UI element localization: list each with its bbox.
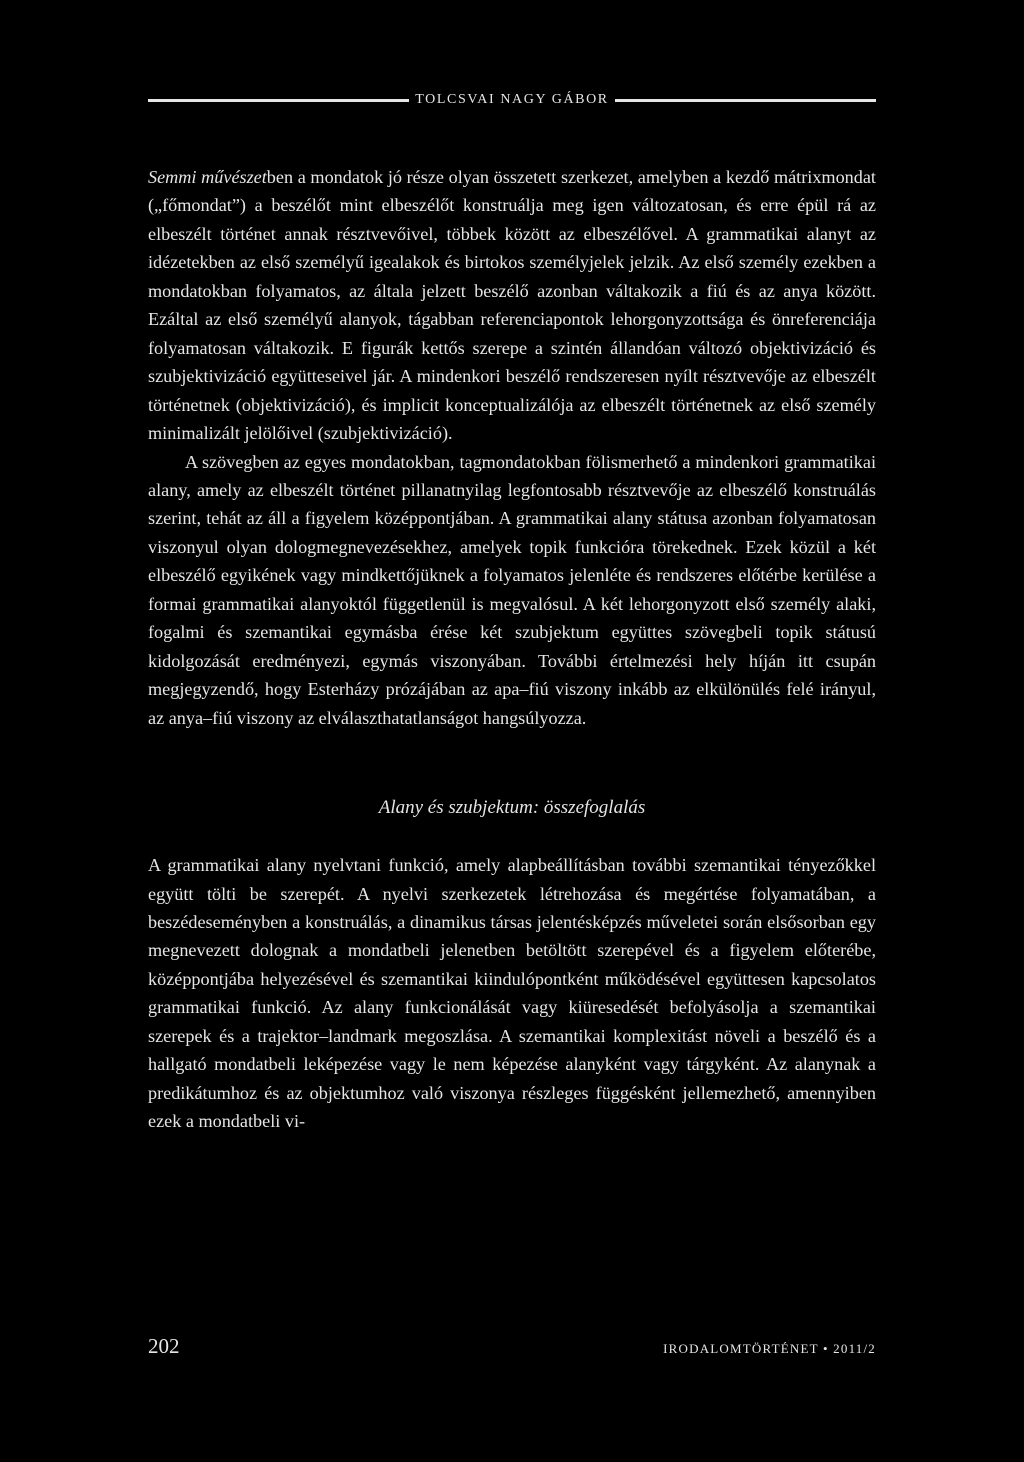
page-footer xyxy=(148,1334,876,1359)
page-number: 202 xyxy=(148,1334,180,1358)
section-paragraph: A grammatikai alany nyelvtani funkció, amely alapbeállításban további szemantikai tényezőkkel együtt tölti be szerepét. A nyelvi szerkezetek létrehozása és megértése folyamatában, a beszédeseményben a konstruálás, a dinamikus társas jelentésképzés műveletei során elsősorban egy megnevezett dolognak a mondatbeli jelenetben betöltött szerepével és a figyelem előterébe, középpontjába helyezésével és szemantikai kiindulópontként működésével együttesen kapcsolatos grammatikai funkció. Az alany funkcionálását vagy kiüresedését befolyásolja a szemantikai szerepek és a trajektor–landmark megoszlása. A szemantikai komplexitást növeli a beszélő és a hallgató mondatbeli leképezése vagy le nem képezése alanyként vagy tárgyként. Az alanynak a predikátumhoz és az objektumhoz való viszonya részleges függésként jellemezhető, amennyiben ezek a mondatbeli vi- xyxy=(148,855,876,1132)
running-head xyxy=(148,92,876,108)
work-title: Semmi művészet xyxy=(148,167,267,187)
paragraph-2: A szövegben az egyes mondatokban, tagmondatokban fölismerhető a mindenkori grammatikai alany, amely az elbeszélt történet pillanatnyilag legfontosabb résztvevője az elbeszélő konstruálás szerint, tehát az áll a figyelem középpontjában. A grammatikai alany státusa azonban folyamatosan viszonyul olyan dologmegnevezésekhez, amelyek topik funkcióra törekednek. Ezek közül a két elbeszélő egyikének vagy mindkettőjüknek a folyamatos jelenléte és rendszeres előtérbe kerülése a formai grammatikai alanyoktól függetlenül is megvalósul. A két lehorgonyzott első személy alaki, fogalmi és szemantikai egymásba érése két szubjektum együttes szövegbeli topik státusú kidolgozását eredményezi, egymás viszonyában. További értelmezési hely híján itt csupán megjegyzendő, hogy Esterházy prózájában az apa–fiú viszony inkább az elkülönülés felé irányul, az anya–fiú viszony az elválaszthatatlanságot hangsúlyozza. xyxy=(148,451,876,728)
journal-issue: IRODALOMTÖRTÉNET • 2011/2 xyxy=(663,1341,876,1356)
running-head-author: TOLCSVAI NAGY GÁBOR xyxy=(415,92,609,107)
running-head-rule-right xyxy=(615,99,876,102)
page xyxy=(148,0,876,1462)
section-heading: Alany és szubjektum: összefoglalás xyxy=(378,797,646,819)
body-text xyxy=(148,163,876,1136)
running-head-rule-left xyxy=(148,99,409,102)
paragraph-1-text: ben a mondatok jó része olyan összetett szerkezet, amelyben a kezdő mátrixmondat („főmondat”) a beszélőt mint elbeszélőt konstruálja meg igen változatosan, és erre épül rá az elbeszélt történet annak résztvevőivel, többek között az elbeszélővel. A grammatikai alanyt az idézetekben az első személyű igealakok és birtokos személyjelek jelzik. Az első személy ezekben a mondatokban folyamatos, az általa jelzett beszélő azonban váltakozik a fiú és az anya között. Ezáltal az első személyű alanyok, tágabban referenciapontok lehorgonyzottsága és önreferenciája folyamatosan váltakozik. E figurák kettős szerepe a szintén állandóan változó objektivizáció és szubjektivizáció együtteseivel jár. A mindenkori beszélő rendszeresen nyílt résztvevője az elbeszélt történetnek (objektivizáció), és implicit konceptualizálója az elbeszélt történetnek az első személy minimalizált jelölőivel (szubjektivizáció). xyxy=(148,167,876,444)
paragraph-1 xyxy=(148,163,876,448)
